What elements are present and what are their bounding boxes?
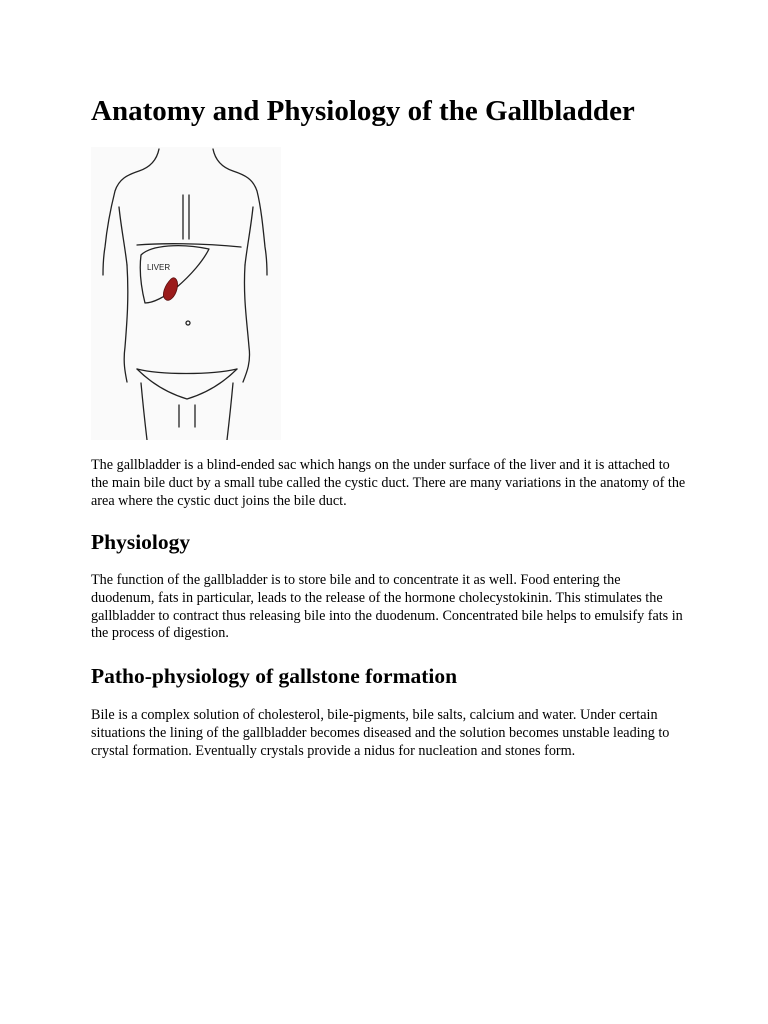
liver-label: LIVER [147,263,171,272]
physiology-heading: Physiology [91,530,191,554]
page-title: Anatomy and Physiology of the Gallbladder [91,95,635,127]
pathophysiology-paragraph: Bile is a complex solution of cholesterol, bile-pigments, bile salts, calcium and water. Under certain situations the lining of the gallbladder becomes diseased and the solution becomes unstable leading to crystal formation. Eventually crystals provide a nidus for nucleation and stones form. [91,707,670,759]
pathophysiology-heading: Patho-physiology of gallstone formation [91,664,458,688]
gallbladder-anatomy-illustration [91,147,281,440]
intro-paragraph: The gallbladder is a blind-ended sac which hangs on the under surface of the liver and it is attached to the main bile duct by a small tube called the cystic duct. There are many variations in the anatomy of the area where the cystic duct joins the bile duct. [91,457,686,509]
physiology-paragraph: The function of the gallbladder is to store bile and to concentrate it as well. Food entering the duodenum, fats in particular, leads to the release of the hormone cholecystokinin. This stimulates the gallbladder to contract thus releasing bile into the duodenum. Concentrated bile helps to emulsify fats in the process of digestion. [91,572,683,642]
